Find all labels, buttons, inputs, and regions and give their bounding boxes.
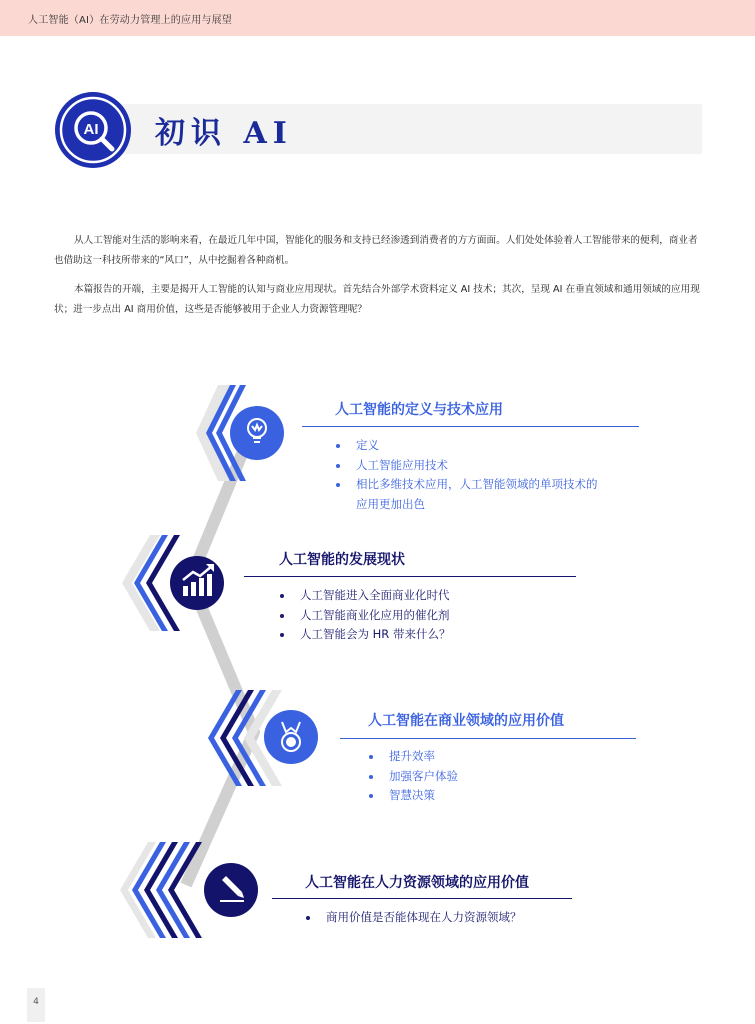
header-bar xyxy=(0,0,755,36)
list-item: 人工智能进入全面商业化时代 xyxy=(278,586,450,606)
section-1-divider xyxy=(302,426,639,427)
list-item: 相比多维技术应用，人工智能领域的单项技术的 xyxy=(334,475,598,495)
list-item: 提升效率 xyxy=(367,747,458,767)
section-4-list xyxy=(304,908,522,928)
list-item: 人工智能应用技术 xyxy=(334,456,598,476)
node-4-circle xyxy=(204,863,258,917)
page-title: 初识 AI xyxy=(155,116,293,151)
header-title: 人工智能（AI）在劳动力管理上的应用与展望 xyxy=(28,15,232,26)
section-1-title: 人工智能的定义与技术应用 xyxy=(335,402,503,418)
ai-icon-label: AI xyxy=(83,121,99,138)
section-2-list xyxy=(278,586,450,645)
section-3-divider xyxy=(340,738,636,739)
section-3-title: 人工智能在商业领域的应用价值 xyxy=(368,713,564,729)
section-2-divider xyxy=(244,576,576,577)
section-4-divider xyxy=(272,898,572,899)
list-item: 加强客户体验 xyxy=(367,767,458,787)
intro-paragraph-2: 本篇报告的开端，主要是揭开人工智能的认知与商业应用现状。首先结合外部学术资料定义 AI 技术；其次，呈现 AI 在垂直领域和通用领域的应用现状；进一步点出 AI 商用价值，这些是否能够被用于企业人力资源管理呢？ xyxy=(54,284,700,315)
section-4-title: 人工智能在人力资源领域的应用价值 xyxy=(305,875,529,891)
section-2-title: 人工智能的发展现状 xyxy=(279,552,405,568)
page-number: 4 xyxy=(27,988,45,1022)
list-item: 智慧决策 xyxy=(367,786,458,806)
node-1-circle xyxy=(230,406,284,460)
zigzag-connector xyxy=(186,432,254,885)
list-item: 定义 xyxy=(334,436,598,456)
list-item: 人工智能商业化应用的催化剂 xyxy=(278,606,450,626)
node-4-chevrons xyxy=(120,842,202,938)
list-item-continued: 应用更加出色 xyxy=(356,496,425,511)
list-item: 人工智能会为 HR 带来什么？ xyxy=(278,625,450,645)
section-1-list xyxy=(334,436,598,514)
roadmap-diagram xyxy=(0,360,755,960)
list-item: 商用价值是否能体现在人力资源领域？ xyxy=(304,908,522,928)
section-3-list xyxy=(367,747,458,806)
node-2-circle xyxy=(170,556,224,610)
intro-paragraph-1: 从人工智能对生活的影响来看，在最近几年中国，智能化的服务和支持已经渗透到消费者的方方面面。人们处处体验着人工智能带来的便利，商业者也借助这一科技所带来的“风口”，从中挖掘着各种商机。 xyxy=(54,235,698,266)
ai-search-icon xyxy=(53,90,133,170)
